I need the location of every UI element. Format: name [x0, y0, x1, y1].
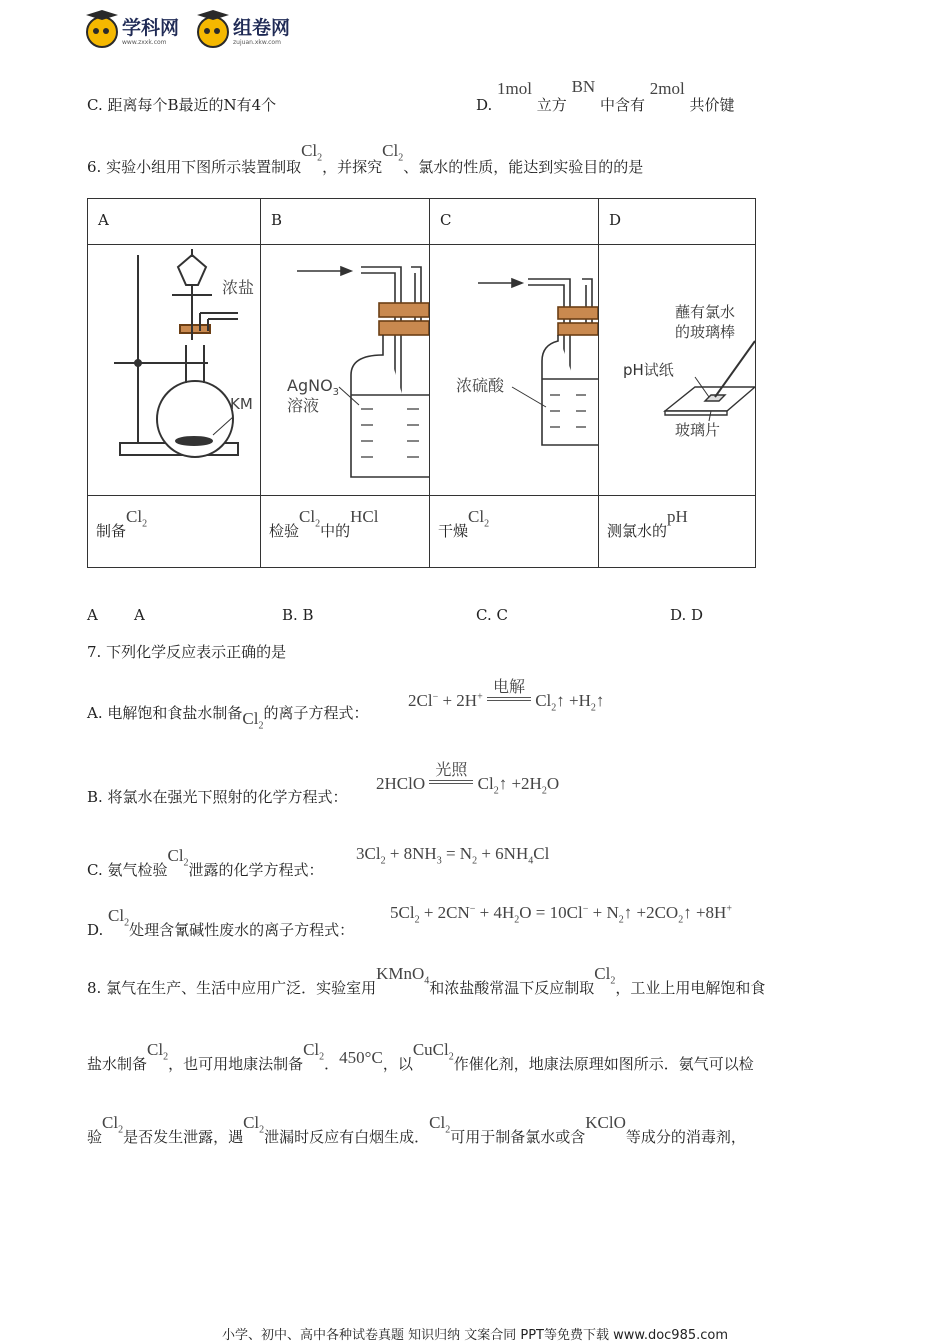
q6-option-a-label: A	[87, 606, 98, 624]
q7-option-b-equation: 2HClO 光照 $Cl_2↑ +2H_2O$	[376, 762, 560, 797]
q7-option-d-equation: $5Cl_2 + 2CN^- + 4H_2O = 10Cl^-$ + $N_2↑$ $+2CO_2↑ +8H^+$	[390, 903, 732, 926]
zujuanwang-logo[interactable]	[197, 16, 290, 48]
agno3-wash-bottle-diagram	[261, 245, 429, 491]
header-a: A	[88, 199, 261, 245]
label-rod-2: 的玻璃棒	[675, 323, 736, 341]
q7-option-c: C. 氨气检验$Cl_2$泄露的化学方程式：	[87, 846, 324, 879]
header-b: B	[261, 199, 430, 245]
label-solution: 溶液	[287, 396, 320, 415]
page-footer: 小学、初中、高中各种试卷真题 知识归纳 文案合同 PPT等免费下载 www.doc985.com	[221, 1328, 729, 1343]
q7-stem: 7. 下列化学反应表示正确的是	[87, 643, 287, 661]
q6-option-a: A	[134, 606, 145, 624]
q7-option-a-equation: 2Cl− + 2H+ 电解 $Cl_2↑$ $+H_2↑$	[408, 679, 605, 714]
q5-option-d: D. 1mol 立方 BN 中含有 2mol 共价键	[476, 77, 735, 114]
q7-option-d: D. $Cl_2$处理含氰碱性废水的离子方程式：	[87, 906, 355, 939]
header-d: D	[599, 199, 756, 245]
caption-d: 测氯水的pH	[599, 496, 756, 568]
label-rod-1: 蘸有氯水	[675, 303, 736, 321]
sulfuric-acid-drying-bottle-diagram	[430, 245, 598, 491]
mascot-icon	[197, 16, 229, 48]
logo-url: www.zxxk.com	[122, 38, 167, 46]
q5-option-c: C. 距离每个B最近的N有4个	[87, 96, 277, 114]
apparatus-a	[88, 245, 261, 496]
logo-title: 组卷网	[233, 16, 291, 39]
q6-option-d: D. D	[670, 606, 704, 624]
q7-option-c-equation: $3Cl_2 + 8NH_3 = N_2 + 6NH_4Cl$	[356, 844, 550, 867]
apparatus-b	[261, 245, 430, 496]
caption-a: 制备$Cl_2$	[88, 496, 261, 568]
q7-option-a-text: A. 电解饱和食盐水制备$Cl_2$的离子方程式：	[87, 704, 369, 732]
label-conc-h2so4: 浓硫酸	[456, 376, 505, 395]
label-conc-hcl: 浓盐	[222, 278, 255, 297]
q8-line-1: 8. 氯气在生产、生活中应用广泛．实验室用KMnO$_4$和浓盐酸常温下反应制取$Cl_2$，工业上用电解饱和食	[87, 964, 766, 997]
q6-apparatus-table	[87, 198, 756, 568]
label-glass-plate: 玻璃片	[675, 421, 721, 439]
q6-option-b: B. B	[282, 606, 314, 624]
caption-c: 干燥$Cl_2$	[430, 496, 599, 568]
apparatus-d	[599, 245, 756, 496]
chlorine-generator-diagram	[88, 245, 260, 491]
logo-url: zujuan.xkw.com	[233, 38, 281, 46]
q7-option-b-text: B. 将氯水在强光下照射的化学方程式：	[87, 788, 348, 806]
label-ph-paper: pH试纸	[623, 361, 674, 379]
xuekewang-logo[interactable]	[86, 16, 179, 48]
header-logos	[86, 12, 290, 52]
q6-option-c: C. C	[476, 606, 508, 624]
ph-paper-test-diagram	[599, 245, 755, 491]
q6-stem: 6. 实验小组用下图所示装置制取$Cl_2$，并探究$Cl_2$、氯水的性质，能达到实验目的的是	[87, 141, 644, 176]
label-agno3: AgNO$_3$	[287, 376, 340, 398]
q8-line-2: 盐水制备$Cl_2$，也可用地康法制备$Cl_2$．450°C，以CuCl$_2$作催化剂，地康法原理如图所示．氨气可以检	[87, 1040, 754, 1073]
label-kmno4: KM	[230, 395, 253, 413]
q8-line-3: 验$Cl_2$是否发生泄露，遇$Cl_2$泄漏时反应有白烟生成．$Cl_2$可用于制备氯水或含KClO等成分的消毒剂，	[87, 1113, 746, 1146]
apparatus-c	[430, 245, 599, 496]
header-c: C	[430, 199, 599, 245]
caption-b: 检验$Cl_2$中的HCl	[261, 496, 430, 568]
logo-title: 学科网	[122, 16, 180, 39]
mascot-icon	[86, 16, 118, 48]
